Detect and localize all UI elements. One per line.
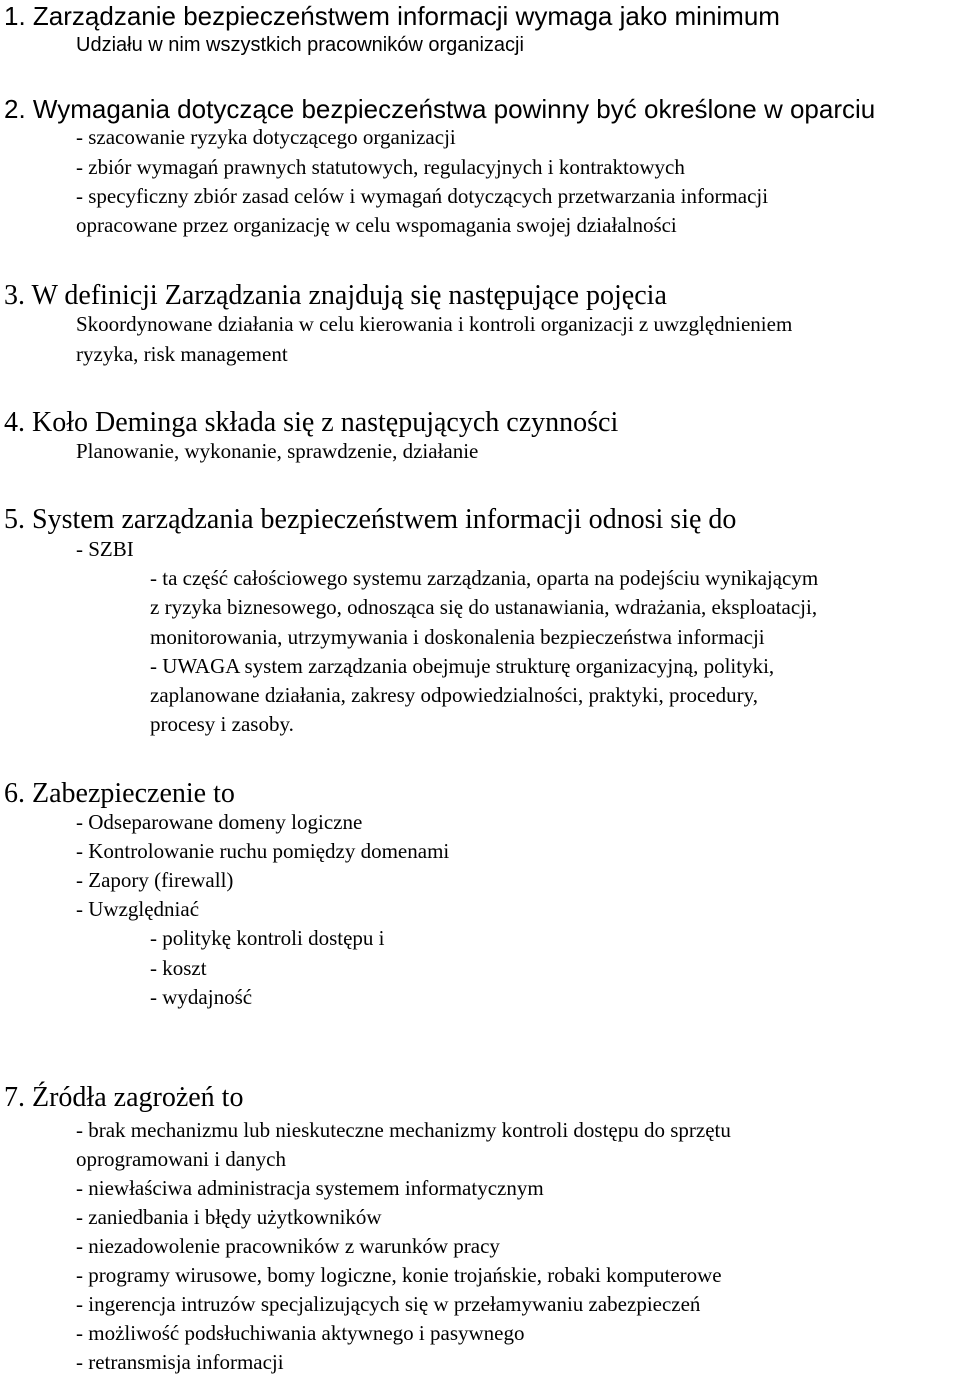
section-5-line: - ta część całościowego systemu zarządzania, oparta na podejściu wynikającym bbox=[150, 566, 819, 590]
section-7-line: oprogramowani i danych bbox=[76, 1147, 286, 1171]
section-3-heading: 3. W definicji Zarządzania znajdują się następujące pojęcia bbox=[4, 280, 667, 311]
section-6-heading: 6. Zabezpieczenie to bbox=[4, 778, 235, 809]
section-6-line: - wydajność bbox=[150, 985, 253, 1009]
section-2-line: - szacowanie ryzyka dotyczącego organizacji bbox=[76, 125, 456, 149]
section-6-line: - politykę kontroli dostępu i bbox=[150, 926, 385, 950]
section-7-line: - zaniedbania i błędy użytkowników bbox=[76, 1205, 382, 1229]
section-6-line: - Zapory (firewall) bbox=[76, 868, 234, 892]
section-7-line: - brak mechanizmu lub nieskuteczne mechanizmy kontroli dostępu do sprzętu bbox=[76, 1118, 731, 1142]
section-5-line: procesy i zasoby. bbox=[150, 712, 294, 736]
section-5-line: - SZBI bbox=[76, 537, 134, 561]
section-5-line: zaplanowane działania, zakresy odpowiedzialności, praktyki, procedury, bbox=[150, 683, 758, 707]
section-2-heading: 2. Wymagania dotyczące bezpieczeństwa powinny być określone w oparciu bbox=[4, 94, 876, 124]
section-1-heading: 1. Zarządzanie bezpieczeństwem informacji wymaga jako minimum bbox=[4, 1, 780, 31]
section-7-heading: 7. Źródła zagrożeń to bbox=[4, 1082, 244, 1113]
section-7-line: - ingerencja intruzów specjalizujących się w przełamywaniu zabezpieczeń bbox=[76, 1292, 701, 1316]
section-7-line: - możliwość podsłuchiwania aktywnego i pasywnego bbox=[76, 1321, 525, 1345]
section-6-line: - Odseparowane domeny logiczne bbox=[76, 810, 363, 834]
section-7-line: - programy wirusowe, bomy logiczne, konie trojańskie, robaki komputerowe bbox=[76, 1263, 722, 1287]
section-5-line: z ryzyka biznesowego, odnosząca się do ustanawiania, wdrażania, eksploatacji, bbox=[150, 595, 818, 619]
section-6-line: - koszt bbox=[150, 956, 207, 980]
section-5-line: - UWAGA system zarządzania obejmuje strukturę organizacyjną, polityki, bbox=[150, 654, 775, 678]
section-7-line: - niewłaściwa administracja systemem informatycznym bbox=[76, 1176, 544, 1200]
section-4-heading: 4. Koło Deminga składa się z następujących czynności bbox=[4, 407, 619, 438]
section-6-line: - Kontrolowanie ruchu pomiędzy domenami bbox=[76, 839, 450, 863]
section-4-line: Planowanie, wykonanie, sprawdzenie, działanie bbox=[76, 439, 479, 463]
section-2-line: - zbiór wymagań prawnych statutowych, regulacyjnych i kontraktowych bbox=[76, 155, 685, 179]
section-7-line: - retransmisja informacji bbox=[76, 1350, 284, 1374]
section-1-text: Udziału w nim wszystkich pracowników organizacji bbox=[76, 34, 524, 56]
section-3-line: Skoordynowane działania w celu kierowania i kontroli organizacji z uwzględnieniem bbox=[76, 312, 793, 336]
section-2-line: opracowane przez organizację w celu wspomagania swojej działalności bbox=[76, 213, 677, 237]
section-5-line: monitorowania, utrzymywania i doskonalenia bezpieczeństwa informacji bbox=[150, 625, 765, 649]
section-7-line: - niezadowolenie pracowników z warunków pracy bbox=[76, 1234, 500, 1258]
section-5-heading: 5. System zarządzania bezpieczeństwem informacji odnosi się do bbox=[4, 504, 737, 535]
section-2-line: - specyficzny zbiór zasad celów i wymagań dotyczących przetwarzania informacji bbox=[76, 184, 769, 208]
section-3-line: ryzyka, risk management bbox=[76, 342, 288, 366]
section-6-line: - Uwzględniać bbox=[76, 897, 200, 921]
